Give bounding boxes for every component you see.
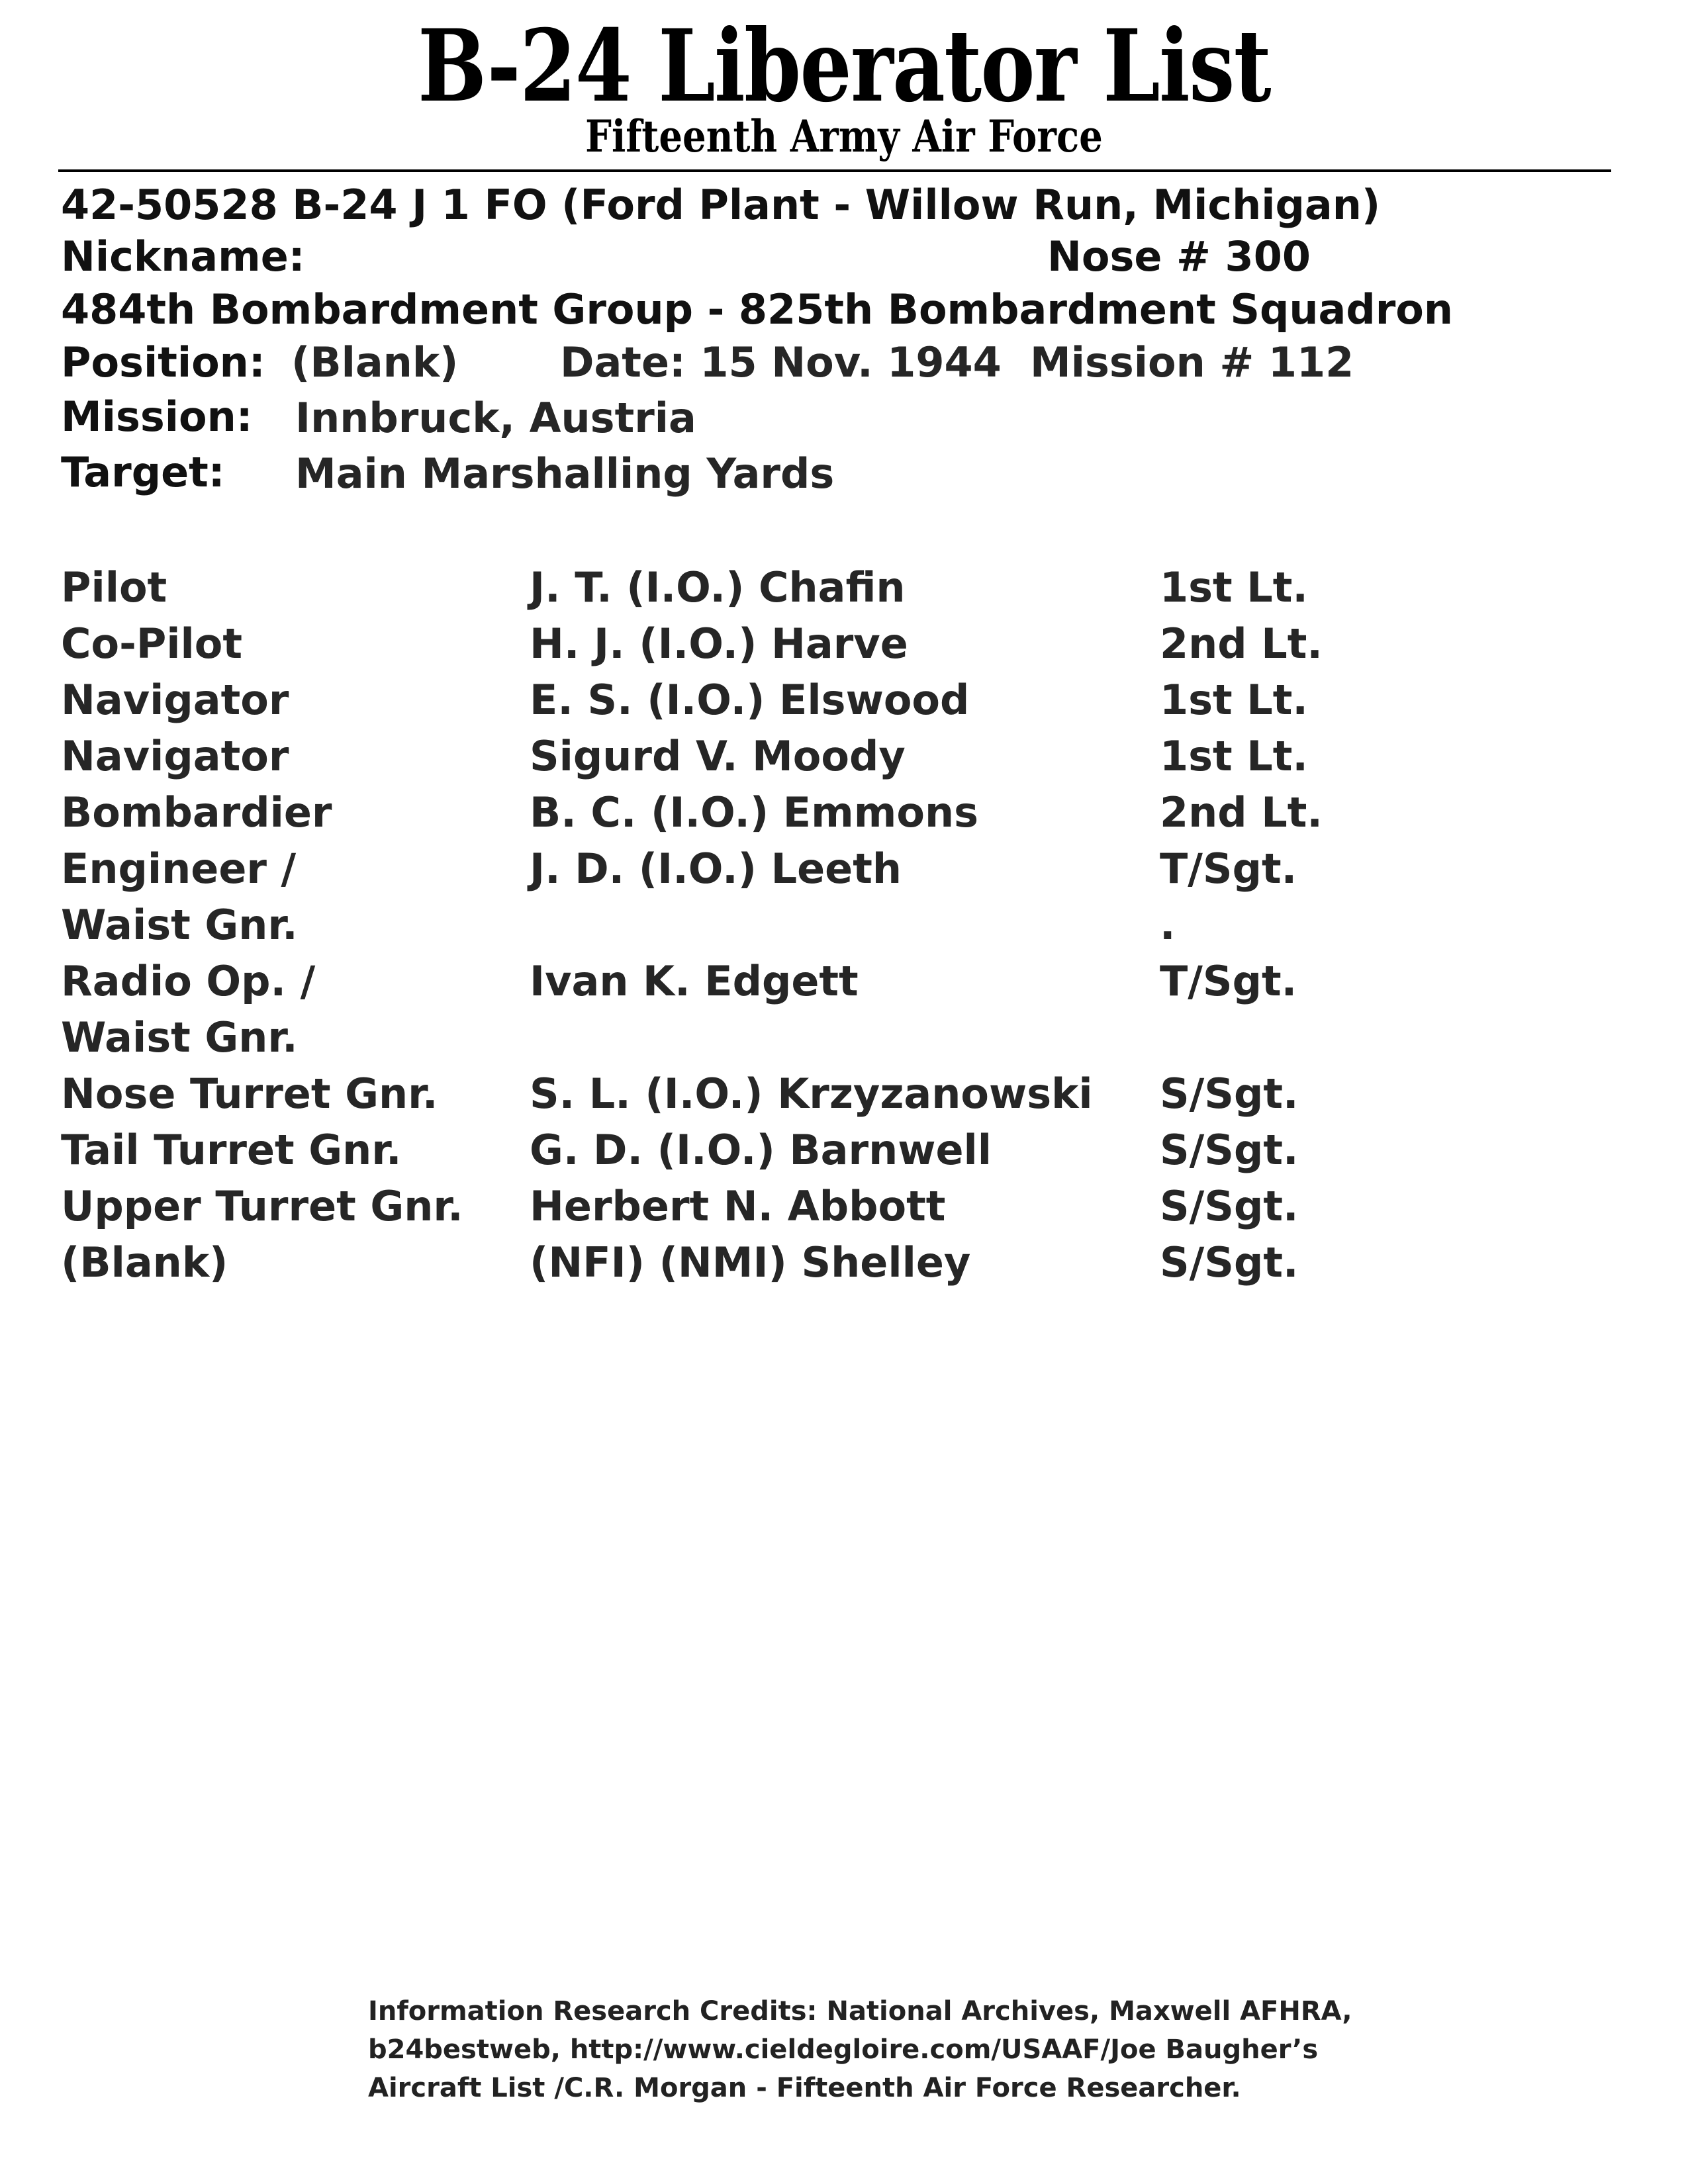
mission-date: Date: 15 Nov. 1944	[560, 338, 1002, 387]
crew-name: B. C. (I.O.) Emmons	[530, 788, 979, 837]
crew-name: Ivan K. Edgett	[530, 957, 859, 1005]
crew-rank: S/Sgt.	[1160, 1238, 1299, 1287]
crew-name: Herbert N. Abbott	[530, 1182, 946, 1230]
unit-line: 484th Bombardment Group - 825th Bombardment Squadron	[61, 285, 1454, 334]
crew-name: J. T. (I.O.) Chafin	[530, 563, 906, 612]
crew-position: Navigator	[61, 676, 289, 724]
crew-name: S. L. (I.O.) Krzyzanowski	[530, 1069, 1093, 1118]
nickname-label: Nickname:	[61, 232, 305, 281]
crew-rank: 1st Lt.	[1160, 563, 1308, 612]
page-subtitle: Fifteenth Army Air Force	[585, 111, 1103, 162]
crew-name: Sigurd V. Moody	[530, 732, 906, 780]
credits-line: Information Research Credits: National Archives, Maxwell AFHRA,	[368, 1996, 1352, 2026]
crew-position: Engineer /	[61, 844, 297, 893]
crew-name: J. D. (I.O.) Leeth	[530, 844, 902, 893]
position-value: (Blank)	[291, 338, 459, 387]
crew-position: Pilot	[61, 563, 167, 612]
credits-line: Aircraft List /C.R. Morgan - Fifteenth Air Force Researcher.	[368, 2073, 1241, 2103]
serial-line: 42-50528 B-24 J 1 FO (Ford Plant - Willow Run, Michigan)	[61, 181, 1381, 229]
mission-value: Innbruck, Austria	[295, 394, 696, 442]
crew-rank: 2nd Lt.	[1160, 788, 1323, 837]
research-credits	[368, 1992, 1401, 2107]
crew-rank: 1st Lt.	[1160, 676, 1308, 724]
credits-line: b24bestweb, http://www.cieldegloire.com/USAAF/Joe Baugher’s	[368, 2034, 1319, 2065]
target-value: Main Marshalling Yards	[295, 449, 835, 498]
crew-rank: S/Sgt.	[1160, 1126, 1299, 1174]
crew-position: Nose Turret Gnr.	[61, 1069, 438, 1118]
crew-rank: 2nd Lt.	[1160, 619, 1323, 668]
crew-position: Waist Gnr.	[61, 901, 298, 949]
crew-name: (NFI) (NMI) Shelley	[530, 1238, 971, 1287]
mission-label: Mission:	[61, 392, 253, 441]
position-label: Position:	[61, 338, 265, 387]
crew-name: G. D. (I.O.) Barnwell	[530, 1126, 992, 1174]
target-label: Target:	[61, 448, 225, 496]
crew-position: Upper Turret Gnr.	[61, 1182, 463, 1230]
crew-position: Tail Turret Gnr.	[61, 1126, 402, 1174]
crew-rank: T/Sgt.	[1160, 844, 1297, 893]
crew-name: H. J. (I.O.) Harve	[530, 619, 908, 668]
mission-number: Mission # 112	[1030, 338, 1354, 387]
crew-name: E. S. (I.O.) Elswood	[530, 676, 970, 724]
crew-rank: .	[1160, 901, 1176, 949]
crew-rank: S/Sgt.	[1160, 1182, 1299, 1230]
header-divider	[58, 169, 1611, 172]
crew-position: Co-Pilot	[61, 619, 243, 668]
nose-number: Nose # 300	[1047, 232, 1311, 281]
page-title: B-24 Liberator List	[418, 8, 1270, 124]
crew-position: (Blank)	[61, 1238, 228, 1287]
crew-position: Waist Gnr.	[61, 1013, 298, 1062]
crew-rank: T/Sgt.	[1160, 957, 1297, 1005]
crew-position: Radio Op. /	[61, 957, 316, 1005]
crew-position: Navigator	[61, 732, 289, 780]
crew-rank: S/Sgt.	[1160, 1069, 1299, 1118]
crew-position: Bombardier	[61, 788, 332, 837]
crew-rank: 1st Lt.	[1160, 732, 1308, 780]
